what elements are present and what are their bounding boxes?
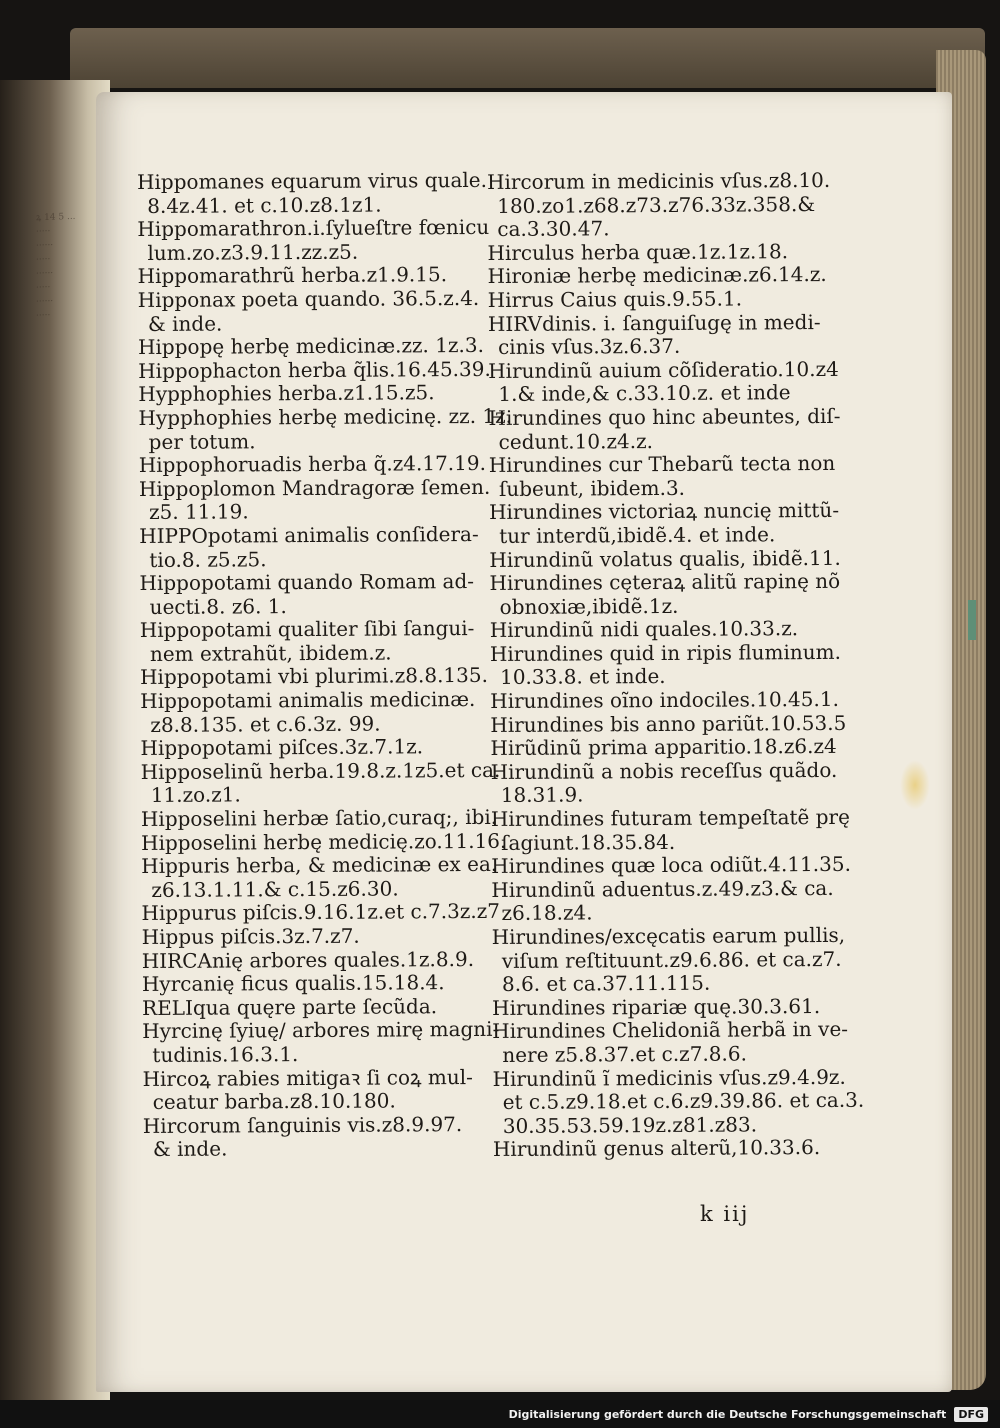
dfg-logo: DFG xyxy=(954,1407,988,1422)
index-entry-line: Hypphophies herbę medicinę. zz. 1z. xyxy=(138,403,513,430)
index-entry xyxy=(490,686,839,714)
index-entry-line: Hirundinũ a nobis receſſus quãdo. xyxy=(490,757,838,784)
index-entry-line: Hippus piſcis.3z.7.z7. xyxy=(141,923,360,950)
left-page-bleed: ꝝ 14 5 ... ····· ······ ····· ······ ····· ······ ····· xyxy=(36,211,76,322)
index-entry xyxy=(138,356,491,384)
index-entry-continuation: et c.5.z9.18.et c.6.z9.39.86. et ca.3. xyxy=(502,1087,865,1115)
index-entry-line: HIPPOpotami animalis conſidera- xyxy=(139,521,479,548)
index-entry-continuation: lum.zo.z3.9.11.zz.z5. xyxy=(147,239,359,265)
index-entry-line: Hirundinũ genus alterũ,10.33.6. xyxy=(492,1135,821,1162)
index-entry-line: Hyrcanię ficus qualis.15.18.4. xyxy=(141,970,445,997)
index-entry xyxy=(140,735,480,761)
index-entry-continuation: ceatur barba.z8.10.180. xyxy=(152,1088,396,1115)
index-entry xyxy=(488,263,828,289)
index-entry-line: Hirũdinũ prima apparitio.18.z6.z4 xyxy=(490,734,837,761)
index-entry xyxy=(488,287,828,313)
index-entry xyxy=(137,215,490,265)
index-entry xyxy=(138,403,513,454)
index-entry-line: Hirundines oĩno indociles.10.45.1. xyxy=(490,686,839,714)
index-entry-line: Hirundines bis anno pariũt.10.53.5 xyxy=(490,710,847,737)
index-entry-continuation: 11.zo.z1. xyxy=(150,782,241,808)
index-entry-line: Hipposelini herbæ ſatio,curaq;, ibi. xyxy=(140,804,498,832)
index-entry-continuation: nem extrahũt, ibidem.z. xyxy=(149,640,392,666)
index-entry-line: Hippopotami vbi plurimi.z8.8.135. xyxy=(139,663,488,690)
index-entry-continuation: z8.8.135. et c.6.3z. 99. xyxy=(150,711,381,737)
index-entry-line: Hippopotami quando Romam ad- xyxy=(139,569,475,596)
index-entry xyxy=(138,381,478,407)
index-entry-line: Hirundines victoriaꝝ nuncię mittũ- xyxy=(488,498,840,525)
index-entry-line: Hirundines quid in ripis fluminum. xyxy=(489,639,842,666)
index-entry-line: Hippophacton herba q̃lis.16.45.39. xyxy=(138,356,491,383)
index-entry-line: Hirundinũ aduentus.z.49.z3.& ca. xyxy=(491,875,834,902)
index-entry-line: Hirrus Caius quis.9.55.1. xyxy=(487,286,743,313)
index-entry xyxy=(488,451,836,501)
index-entry-line: Hypphophies herba.z1.15.z5. xyxy=(138,380,435,407)
index-entry-continuation: 180.zo1.z68.z73.z76.33z.358.& xyxy=(497,191,816,218)
index-entry-line: Hipposelinũ herba.19.8.z.1z5.et ca. xyxy=(140,757,501,784)
index-entry xyxy=(488,311,828,360)
index-entry-line: Hirundines ripariæ quę.30.3.61. xyxy=(492,993,821,1020)
index-entry-line: Hippopotami qualiter ſibi ſangui- xyxy=(139,616,475,643)
index-entry xyxy=(140,804,498,832)
index-entry xyxy=(137,333,485,360)
index-entry xyxy=(488,356,839,407)
index-entry-line: Hippomanes equarum virus quale. xyxy=(136,167,487,195)
index-entry-line: Hirundinũ volatus qualis, ibidẽ.11. xyxy=(489,545,841,572)
index-entry xyxy=(490,757,838,808)
index-entry-continuation: 10.33.8. et inde. xyxy=(499,664,666,690)
index-entry-continuation: 8.4z.41. et c.10.z8.1z1. xyxy=(147,192,382,218)
index-entry-continuation: & inde. xyxy=(147,311,223,336)
index-entry-continuation: nere z5.8.37.et c.z7.8.6. xyxy=(502,1041,748,1067)
index-entry-line: Hircoꝝ rabies mitigaꝛ ſi coꝝ mul- xyxy=(142,1064,473,1091)
index-entry-line: Hirundinũ nidi quales.10.33.z. xyxy=(489,616,799,643)
index-entry xyxy=(488,498,840,548)
index-entry xyxy=(138,263,478,289)
index-entry-line: Hircorum in medicinis vſus.z8.10. xyxy=(486,167,831,195)
index-entry-continuation: 30.35.53.59.19z.z81.z83. xyxy=(502,1112,758,1138)
index-entry xyxy=(139,663,488,690)
bookmark-ribbon xyxy=(968,600,976,640)
index-entry xyxy=(140,688,480,737)
index-entry-continuation: & inde. xyxy=(152,1136,228,1162)
index-entry-line: Hirundines cur Thebarũ tecta non xyxy=(488,451,836,478)
index-entry-line: Hironiæ herbę medicinæ.z6.14.z. xyxy=(487,262,827,289)
index-entry xyxy=(140,617,480,666)
index-entry xyxy=(490,617,830,643)
index-entry xyxy=(142,1066,482,1115)
index-entry-continuation: 1.& inde,& c.33.10.z. et inde xyxy=(498,380,791,407)
index-entry xyxy=(492,995,832,1021)
book-cover-top xyxy=(70,28,985,88)
index-entry xyxy=(142,971,482,997)
index-column-left xyxy=(136,167,513,1162)
index-entry xyxy=(138,287,478,336)
index-entry xyxy=(143,1113,483,1162)
index-entry-continuation: uecti.8. z6. 1. xyxy=(149,593,287,619)
index-entry xyxy=(486,167,831,242)
index-entry xyxy=(489,639,842,690)
index-entry xyxy=(139,523,479,572)
index-entry-continuation: cinis vſus.3z.6.37. xyxy=(497,334,681,360)
index-entry-continuation: tio.8. z5.z5. xyxy=(149,546,267,572)
index-entry xyxy=(490,734,837,761)
index-entry-line: Hirundines cęteraꝝ alitũ rapinę nõ xyxy=(489,568,841,596)
index-entry-line: Hirundines quo hinc abeuntes, diſ- xyxy=(488,403,841,430)
index-entry-line: RELIqua quęre parte ſecũda. xyxy=(142,994,438,1020)
index-entry-continuation: ſubeunt, ibidem.3. xyxy=(498,475,686,501)
index-entry xyxy=(491,875,834,926)
index-entry-continuation: cedunt.10.z4.z. xyxy=(498,428,654,454)
index-entry-line: Hippopotami animalis medicinæ. xyxy=(140,687,476,714)
index-entry-line: Hippomarathron.i.ſylueſtre fœnicu xyxy=(137,215,490,242)
index-entry xyxy=(138,451,486,478)
index-entry-continuation: 8.6. et ca.37.11.115. xyxy=(501,970,711,997)
index-entry-line: Hirundinũ ĩ medicinis vſus.z9.4.9z. xyxy=(492,1064,846,1091)
index-entry-line: HIRCAnię arbores quales.1z.8.9. xyxy=(141,946,475,973)
index-entry-line: Hirundines futuram tempeſtatẽ prę xyxy=(490,804,850,832)
index-entry-line: Hippurus piſcis.9.16.1z.et c.7.3z.z7 xyxy=(141,899,501,926)
index-entry xyxy=(489,568,841,619)
index-entry-continuation: per totum. xyxy=(148,428,256,454)
index-entry-line: Hipposelini herbę medicię.zo.11.16. xyxy=(141,828,507,855)
index-entry-line: Hirundinũ auium cõſideratio.10.z4 xyxy=(488,356,839,383)
index-entry xyxy=(142,948,482,974)
index-entry-line: HIRVdinis. i. ſanguiſugę in medi- xyxy=(487,309,821,336)
index-entry xyxy=(491,922,846,997)
index-entry xyxy=(139,570,479,619)
index-entry-line: Hipponax poeta quando. 36.5.z.4. xyxy=(137,285,480,313)
index-entry xyxy=(487,240,827,266)
footer-credit: Digitalisierung gefördert durch die Deutsche Forschungsgemeinschaft xyxy=(508,1407,947,1421)
index-entry xyxy=(136,167,487,218)
footer-bar xyxy=(0,1400,1000,1428)
index-entry xyxy=(142,1017,500,1067)
index-entry xyxy=(138,474,491,525)
index-entry-line: Hirundines Chelidoniã herbã in ve- xyxy=(492,1017,849,1044)
index-entry-continuation: tudinis.16.3.1. xyxy=(152,1042,299,1067)
index-entry xyxy=(493,1136,833,1162)
paper-stain xyxy=(900,760,930,810)
index-entry xyxy=(141,852,498,902)
index-entry-continuation: ca.3.30.47. xyxy=(497,216,610,242)
index-entry-continuation: ſagiunt.18.35.84. xyxy=(501,829,676,855)
index-entry-continuation: 18.31.9. xyxy=(500,782,584,808)
index-entry xyxy=(492,1017,849,1067)
index-entry-continuation: viſum reſtituunt.z9.6.86. et ca.z7. xyxy=(501,946,842,973)
index-entry xyxy=(490,804,850,855)
index-entry xyxy=(142,924,482,950)
index-entry-continuation: z5. 11.19. xyxy=(148,499,249,525)
index-entry-line: Hyrcinę ſyiuę/ arbores mirę magni- xyxy=(142,1017,500,1044)
signature-mark: k iij xyxy=(700,1202,750,1226)
index-entry-continuation: tur interdũ,ibidẽ.4. et inde. xyxy=(499,522,776,548)
index-entry-line: Hirculus herba quæ.1z.1z.18. xyxy=(487,238,789,265)
index-entry xyxy=(140,757,501,808)
index-entry xyxy=(141,828,507,856)
index-column-right xyxy=(486,167,865,1162)
index-entry-line: Hippophoruadis herba q̃.z4.17.19. xyxy=(138,451,486,478)
index-entry-line: Hippoplomon Mandragoræ ſemen. xyxy=(138,474,491,501)
index-entry-line: Hirundines quæ loca odiũt.4.11.35. xyxy=(491,852,851,879)
index-entry-line: Hippomarathrũ herba.z1.9.15. xyxy=(137,262,448,289)
index-entry xyxy=(142,995,482,1021)
index-entry xyxy=(491,852,851,879)
index-entry-continuation: z6.18.z4. xyxy=(501,900,593,926)
index-entry xyxy=(489,545,841,572)
index-entry-continuation: z6.13.1.11.& c.15.z6.30. xyxy=(151,876,399,902)
index-entry-line: Hippopę herbę medicinæ.zz. 1z.3. xyxy=(137,333,485,360)
index-entry xyxy=(141,899,501,926)
index-entry-line: Hirundines/excęcatis earum pullis, xyxy=(491,922,846,950)
index-entry-line: Hippuris herba, & medicinæ ex ea. xyxy=(141,852,498,879)
index-entry-line: Hippopotami piſces.3z.7.1z. xyxy=(140,734,424,761)
index-entry xyxy=(488,403,841,454)
index-entry-line: Hircorum ſanguinis vis.z8.9.97. xyxy=(142,1111,463,1138)
index-entry xyxy=(492,1064,865,1139)
index-entry xyxy=(490,710,847,738)
index-entry-continuation: obnoxiæ,ibidẽ.1z. xyxy=(499,593,679,619)
